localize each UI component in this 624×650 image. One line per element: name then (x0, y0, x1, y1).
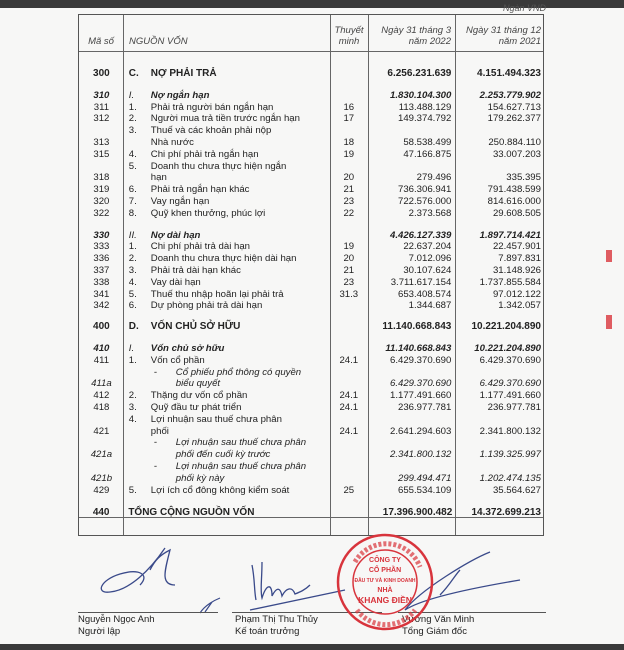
row-label (124, 90, 330, 102)
row-code: 341 (93, 288, 110, 300)
row-note: 19 (343, 148, 355, 160)
row-value-2022: 6.429.370.690 (390, 378, 452, 390)
header-name: NGUỒN VỐN (129, 36, 188, 47)
row-label (124, 241, 330, 253)
row-value-2022: 58.538.499 (403, 136, 452, 148)
row-value-2022: 11.140.668.843 (382, 321, 452, 333)
row-value-2022: 17.396.900.482 (382, 507, 453, 519)
row-number: 5. (128, 484, 137, 496)
row-value-2022: 6.429.370.690 (390, 354, 452, 366)
row-code: 322 (93, 207, 110, 219)
table-row (79, 68, 545, 80)
row-number: 4. (128, 276, 137, 288)
row-value-2021: 2.341.800.132 (479, 425, 541, 437)
row-note: 20 (343, 172, 355, 184)
table-row (79, 355, 545, 367)
row-value-2021: 4.151.494.323 (477, 68, 541, 79)
row-note: 16 (343, 101, 355, 113)
row-number: C. (128, 68, 139, 79)
row-value-2022: 4.426.127.339 (390, 229, 452, 241)
row-code: 312 (93, 113, 110, 125)
row-label-text: Chi phí phải trả ngắn hạn (150, 148, 259, 160)
row-number: 6. (128, 184, 137, 196)
row-value-2021: 791.438.599 (487, 184, 541, 196)
row-label-text: Lợi nhuận sau thuế chưa phân phối đến cuối kỳ trước (175, 437, 307, 461)
row-code: 342 (93, 300, 110, 312)
row-code: 412 (93, 390, 110, 402)
row-number: 1. (128, 354, 137, 366)
table-row (79, 277, 545, 289)
row-number: 4. (128, 413, 137, 425)
table-row (79, 414, 545, 438)
row-value-2021: 250.884.110 (488, 136, 541, 148)
row-code: 315 (93, 148, 110, 160)
row-label-text: Phải trả ngắn hạn khác (150, 184, 250, 196)
row-code: 311 (93, 101, 110, 113)
row-value-2021: 814.616.000 (487, 195, 541, 207)
row-note: 23 (343, 195, 355, 207)
row-code: 421a (90, 449, 113, 461)
row-label-text: TỔNG CỘNG NGUỒN VỐN (128, 507, 255, 519)
signature-preparer (101, 548, 175, 592)
row-label (124, 485, 330, 497)
row-value-2022: 2.641.294.603 (390, 425, 452, 437)
row-label-text: Lợi nhuận sau thuế chưa phân phối (150, 413, 282, 437)
row-code: 411a (91, 378, 112, 390)
table-row (79, 390, 545, 402)
row-label (124, 253, 330, 265)
table-row (79, 461, 545, 485)
header-col-2022: Ngày 31 tháng 3 năm 2022 (381, 25, 451, 47)
row-code: 410 (93, 342, 110, 354)
row-label (124, 149, 330, 161)
header-code: Mã số (88, 36, 114, 47)
row-label (124, 437, 330, 461)
row-label (124, 300, 330, 312)
row-label (124, 68, 330, 80)
table-row (79, 253, 545, 265)
row-value-2021: 35.564.627 (492, 484, 541, 496)
row-value-2021: 1.177.491.660 (479, 390, 541, 402)
row-value-2022: 236.977.781 (398, 401, 452, 413)
table-row (79, 113, 545, 125)
row-label-text: VỐN CHỦ SỞ HỮU (150, 321, 241, 333)
row-number: 3. (128, 125, 137, 137)
row-value-2021: 179.262.377 (487, 113, 541, 125)
row-note: 21 (343, 184, 355, 196)
balance-sheet-table (78, 14, 544, 536)
row-value-2021: 29.608.505 (492, 207, 541, 219)
row-label-text: Vay ngắn hạn (150, 195, 210, 207)
row-value-2021: 154.627.713 (487, 101, 541, 113)
row-value-2021: 10.221.204.890 (474, 342, 541, 354)
signature-chief-accountant (250, 562, 345, 610)
row-code: 421 (93, 425, 110, 437)
row-label-text: Quỹ đầu tư phát triển (150, 401, 242, 413)
row-code: 338 (93, 276, 110, 288)
row-label (124, 289, 330, 301)
row-code: 429 (93, 484, 110, 496)
row-label (124, 208, 330, 220)
row-value-2022: 22.637.204 (403, 241, 452, 253)
row-value-2022: 3.711.617.154 (390, 276, 452, 288)
row-label (124, 161, 330, 185)
row-number: 7. (128, 195, 137, 207)
row-note: 17 (343, 113, 355, 125)
table-row (79, 196, 545, 208)
row-number: - (153, 437, 157, 449)
row-label (124, 265, 330, 277)
signer-chief-accountant: Phạm Thị Thu Thủy Kế toán trưởng (235, 614, 318, 637)
row-value-2021: 1.342.057 (498, 300, 541, 312)
row-label-text: Nợ ngắn hạn (150, 89, 210, 101)
row-code: 313 (93, 136, 110, 148)
row-value-2021: 14.372.699.213 (471, 507, 541, 519)
row-code: 310 (93, 89, 110, 101)
header-col-2021: Ngày 31 tháng 12 năm 2021 (465, 25, 541, 47)
row-note: 22 (343, 207, 355, 219)
row-value-2022: 299.494.471 (398, 472, 452, 484)
row-label-text: Thặng dư vốn cổ phần (150, 390, 248, 402)
row-value-2022: 279.496 (416, 172, 452, 184)
row-value-2021: 97.012.122 (492, 288, 541, 300)
row-label (124, 125, 330, 149)
table-row (79, 161, 545, 185)
row-value-2022: 11.140.668.843 (385, 342, 452, 354)
row-note: 20 (343, 253, 355, 265)
header-divider (79, 51, 543, 52)
row-value-2022: 2.341.800.132 (390, 449, 452, 461)
row-value-2022: 736.306.941 (398, 184, 452, 196)
row-label-text: Doanh thu chưa thực hiện dài hạn (150, 253, 297, 265)
table-row (79, 367, 545, 391)
row-label (124, 414, 330, 438)
row-value-2021: 335.395 (506, 172, 541, 184)
row-note: 23 (343, 276, 355, 288)
row-label (124, 196, 330, 208)
row-value-2021: 1.202.474.135 (479, 472, 541, 484)
row-code: 418 (93, 401, 110, 413)
row-number: 8. (128, 207, 137, 219)
row-note: 21 (343, 264, 355, 276)
row-number: 5. (128, 160, 137, 172)
row-code: 440 (92, 507, 110, 519)
row-value-2021: 2.253.779.902 (479, 89, 541, 101)
viewer-frame-bottom (0, 644, 624, 650)
row-code: 337 (93, 264, 110, 276)
row-number: - (153, 460, 157, 472)
row-label-text: Cổ phiếu phổ thông có quyền biểu quyết (175, 366, 302, 390)
signature-line (78, 612, 218, 613)
row-value-2021: 1.139.325.997 (479, 449, 541, 461)
row-label (124, 355, 330, 367)
row-code: 319 (93, 184, 110, 196)
row-label-text: Nợ dài hạn (150, 229, 201, 241)
row-code: 333 (93, 241, 110, 253)
table-row (79, 507, 545, 519)
currency-unit: Ngàn VND (502, 3, 546, 13)
row-label (124, 402, 330, 414)
row-number: 3. (128, 401, 137, 413)
row-value-2022: 30.107.624 (403, 264, 452, 276)
row-value-2022: 1.344.687 (408, 300, 452, 312)
row-value-2021: 33.007.203 (492, 148, 541, 160)
row-note: 24.1 (339, 425, 359, 437)
table-row (79, 230, 545, 242)
row-note: 24.1 (339, 401, 359, 413)
header-note: Thuyết minh (334, 25, 364, 47)
signer-director: Vương Văn Minh Tổng Giám đốc (402, 614, 475, 637)
row-number: I. (128, 89, 135, 101)
table-row (79, 437, 545, 461)
row-label (124, 343, 330, 355)
row-value-2021: 1.897.714.421 (479, 229, 541, 241)
company-stamp (335, 532, 435, 632)
row-value-2022: 6.256.231.639 (387, 68, 452, 79)
row-label-text: Lợi nhuận sau thuế chưa phân phối kỳ này (175, 460, 307, 484)
row-label (124, 321, 330, 333)
row-label-text: Vay dài hạn (150, 276, 201, 288)
row-number: 6. (128, 300, 137, 312)
row-number: 2. (128, 390, 137, 402)
table-row (79, 241, 545, 253)
row-label-text: Doanh thu chưa thực hiện ngắn hạn (150, 160, 287, 184)
row-note: 25 (343, 484, 355, 496)
row-value-2022: 149.374.792 (398, 113, 452, 125)
row-label (124, 461, 330, 485)
row-value-2021: 10.221.204.890 (471, 321, 541, 333)
table-body (79, 59, 545, 519)
row-label-text: Dự phòng phải trả dài hạn (150, 300, 263, 312)
row-number: 4. (128, 148, 137, 160)
row-value-2022: 653.408.574 (398, 288, 452, 300)
table-row (79, 300, 545, 312)
row-value-2022: 113.488.129 (398, 101, 452, 113)
row-value-2022: 722.576.000 (398, 195, 452, 207)
row-number: D. (128, 321, 139, 333)
row-label-text: Chi phí phải trả dài hạn (150, 241, 250, 253)
row-value-2022: 7.012.096 (408, 253, 452, 265)
row-note: 31.3 (339, 288, 359, 300)
row-value-2022: 655.534.109 (398, 484, 452, 496)
table-row (79, 485, 545, 497)
row-value-2021: 236.977.781 (487, 401, 541, 413)
row-value-2022: 2.373.568 (408, 207, 452, 219)
table-row (79, 208, 545, 220)
row-code: 411 (93, 354, 110, 366)
row-value-2021: 1.737.855.584 (479, 276, 541, 288)
svg-text:CỔ PHẦN: CỔ PHẦN (368, 567, 402, 574)
table-row (79, 343, 545, 355)
table-row (79, 125, 545, 149)
svg-text:NHÀ: NHÀ (377, 587, 393, 594)
row-label (124, 277, 330, 289)
row-code: 300 (93, 68, 110, 79)
row-number: I. (128, 342, 135, 354)
signer-preparer: Nguyễn Ngọc Anh Người lập (78, 614, 155, 637)
row-label-text: Vốn chủ sở hữu (150, 342, 225, 354)
row-note: 19 (343, 241, 355, 253)
svg-text:CÔNG TY: CÔNG TY (369, 557, 401, 564)
row-number: 2. (128, 113, 137, 125)
row-label-text: Phải trả người bán ngắn hạn (150, 101, 274, 113)
row-value-2021: 7.897.831 (498, 253, 541, 265)
row-number: II. (128, 229, 137, 241)
row-label (124, 230, 330, 242)
row-label (124, 367, 330, 391)
row-label (123, 507, 332, 519)
row-label-text: Thuế thu nhập hoãn lại phải trả (150, 288, 284, 300)
row-number: 2. (128, 253, 137, 265)
stamp-fragment (606, 315, 612, 329)
row-number: 5. (128, 288, 137, 300)
row-value-2021: 31.148.926 (492, 264, 541, 276)
row-value-2022: 1.830.104.300 (390, 89, 452, 101)
row-number: - (153, 366, 157, 378)
row-value-2021: 6.429.370.690 (479, 354, 541, 366)
row-code: 336 (93, 253, 110, 265)
table-row (79, 90, 545, 102)
row-label (124, 184, 330, 196)
row-number: 1. (128, 101, 137, 113)
row-label (124, 113, 330, 125)
stamp-fragment (606, 250, 612, 262)
table-row (79, 321, 545, 333)
table-row (79, 265, 545, 277)
row-code: 400 (93, 321, 110, 333)
row-code: 320 (93, 195, 110, 207)
row-label-text: Lợi ích cổ đông không kiểm soát (150, 484, 290, 496)
row-number: 1. (128, 241, 137, 253)
row-label-text: NỢ PHẢI TRẢ (150, 68, 217, 79)
table-row (79, 149, 545, 161)
table-row (79, 184, 545, 196)
row-value-2022: 1.177.491.660 (390, 390, 452, 402)
initials-mark (200, 598, 220, 613)
row-label (124, 102, 330, 114)
row-label (124, 390, 330, 402)
svg-text:ĐẦU TƯ VÀ KINH DOANH: ĐẦU TƯ VÀ KINH DOANH (354, 578, 416, 584)
row-code: 318 (93, 172, 110, 184)
row-number: 3. (128, 264, 137, 276)
row-label-text: Người mua trả tiền trước ngắn hạn (150, 113, 300, 125)
row-code: 421b (90, 472, 113, 484)
row-value-2021: 22.457.901 (492, 241, 541, 253)
table-row (79, 289, 545, 301)
row-note: 24.1 (339, 354, 359, 366)
row-note: 24.1 (339, 390, 359, 402)
row-label-text: Thuế và các khoản phải nộp Nhà nước (150, 125, 272, 148)
row-code: 330 (93, 229, 110, 241)
row-label-text: Vốn cổ phần (150, 354, 205, 366)
row-value-2021: 6.429.370.690 (479, 378, 541, 390)
row-note: 18 (343, 136, 355, 148)
svg-text:KHANG ĐIỀN: KHANG ĐIỀN (358, 595, 412, 605)
table-row (79, 402, 545, 414)
table-row (79, 102, 545, 114)
row-label-text: Phải trả dài hạn khác (150, 264, 241, 276)
row-label-text: Quỹ khen thưởng, phúc lợi (150, 207, 266, 219)
row-value-2022: 47.166.875 (403, 148, 452, 160)
